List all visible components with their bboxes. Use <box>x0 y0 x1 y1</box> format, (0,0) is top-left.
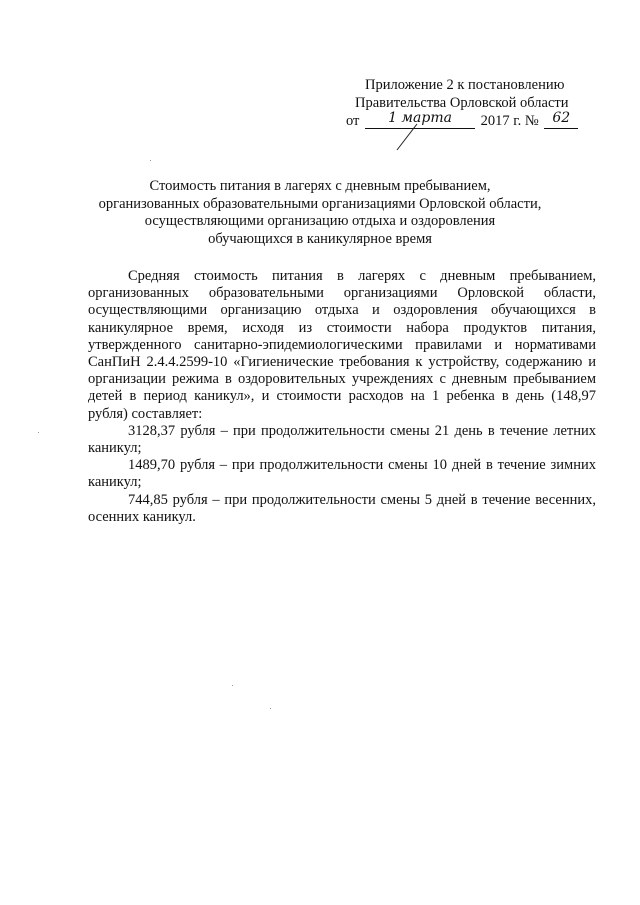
handwritten-number: 62 <box>552 110 571 126</box>
number-label: № <box>524 113 539 129</box>
appendix-line-2: Правительства Орловской области <box>355 95 569 111</box>
document-title <box>90 178 550 248</box>
cost-item-winter: 1489,70 рубля – при продолжительности смены 10 дней в течение зимних каникул; <box>88 457 596 491</box>
title-line-3: осуществляющими организацию отдыха и оздоровления <box>144 213 496 229</box>
title-line-1: Стоимость питания в лагерях с дневным пребыванием, <box>149 178 491 194</box>
scan-speck <box>38 432 39 433</box>
appendix-date-line <box>340 112 600 130</box>
from-label: от <box>346 113 360 129</box>
title-line-4: обучающихся в каникулярное время <box>208 230 432 247</box>
cost-item-summer: 3128,37 рубля – при продолжительности смены 21 день в течение летних каникул; <box>88 422 596 457</box>
date-field <box>365 112 475 129</box>
number-field <box>544 112 578 129</box>
title-line-2: организованных образовательными организациями Орловской области, <box>98 195 542 212</box>
appendix-header <box>340 76 600 130</box>
scan-speck <box>270 708 271 709</box>
document-body <box>88 268 596 526</box>
handwritten-date: 1 марта <box>388 110 452 126</box>
scan-speck <box>232 685 233 686</box>
pen-stroke-mark <box>395 122 419 152</box>
scan-speck <box>150 160 151 161</box>
main-paragraph: Средняя стоимость питания в лагерях с дневным пребыванием, организованных образовательными организациями Орловской области, осуществляющими организацию отдыха и оздоровления обучающихся в каникулярное время, исходя из стоимости набора продуктов питания, утвержденного санитарно-эпидемиологическими правилами и нормативами СанПиН 2.4.4.2599-10 «Гигиенические требования к устройству, содержанию и организации режима в оздоровительных учреждениях с дневным пребыванием детей в период каникул», и стоимости расходов на 1 ребенка в день (148,97 рубля) составляет: <box>88 268 596 422</box>
appendix-line-1: Приложение 2 к постановлению <box>365 77 565 93</box>
cost-item-spring-autumn: 744,85 рубля – при продолжительности смены 5 дней в течение весенних, осенних каникул. <box>88 491 596 525</box>
year-label: 2017 г. <box>480 113 522 129</box>
